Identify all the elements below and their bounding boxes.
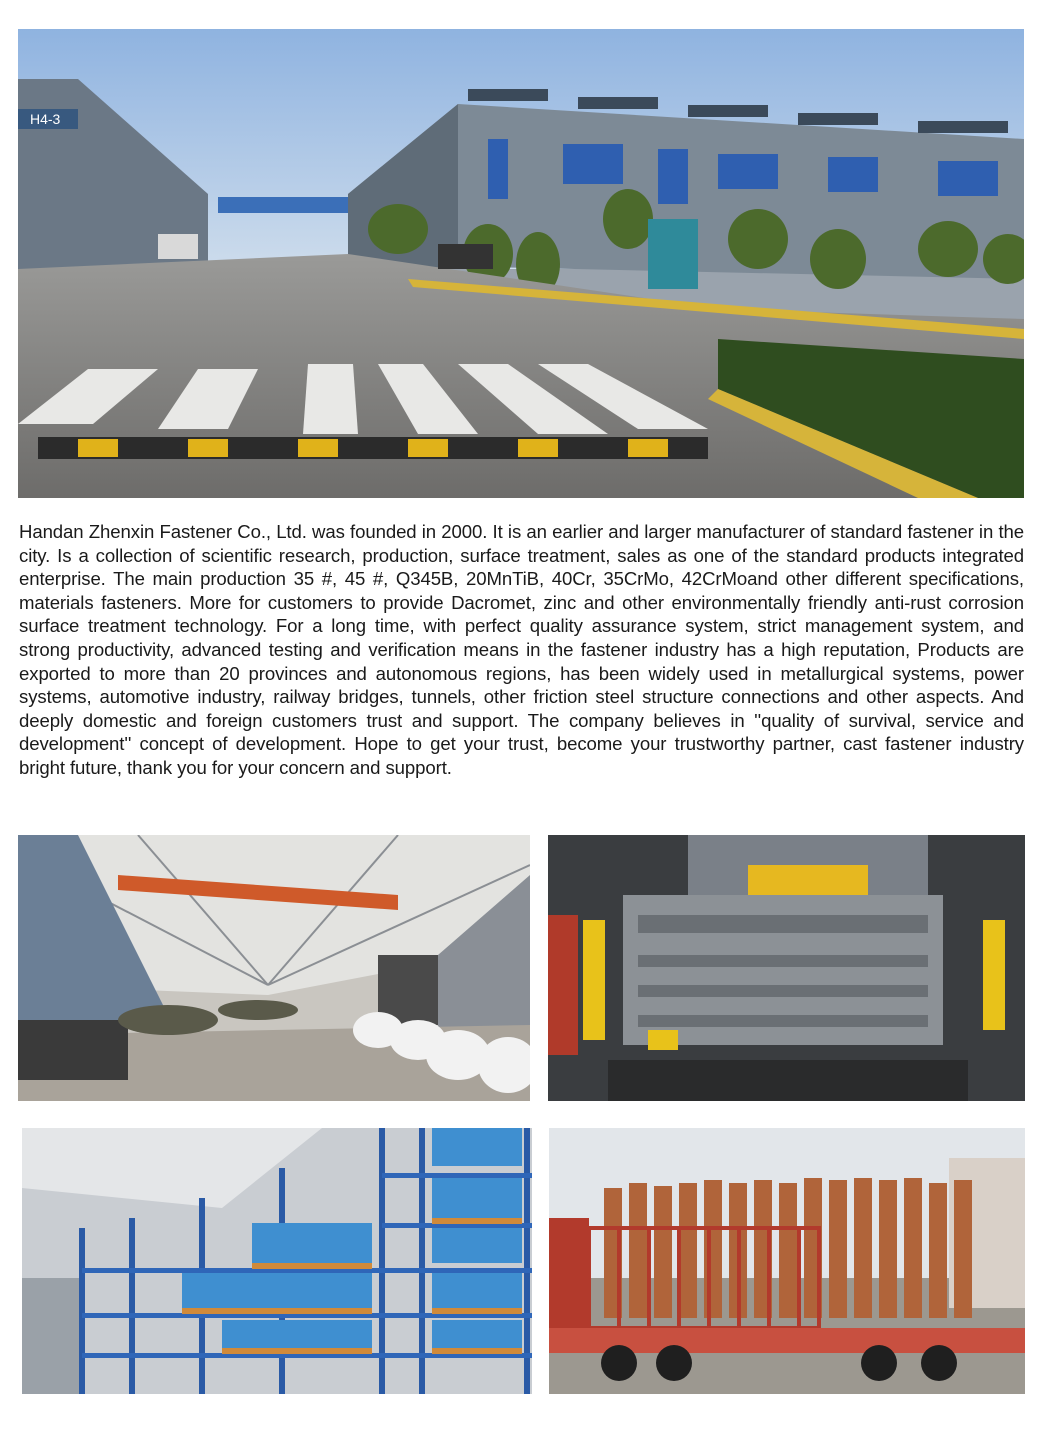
warehouse-photo [22,1128,532,1394]
truck-shipment-photo [549,1128,1025,1394]
company-introduction: Handan Zhenxin Fastener Co., Ltd. was founded in 2000. It is an earlier and larger manufacturer of standard fastener in the city. Is a collection of scientific research, production, surface treatment, sales as one of the standard products integrated enterprise. The main production 35 #, 45 #, Q345B, 20MnTiB, 40Cr, 35CrMo, 42CrMoand other different specifications, materials fasteners. More for customers to provide Dacromet, zinc and other environmentally friendly anti-rust corrosion surface treatment technology. For a long time, with perfect quality assurance system, strict management system, and strong productivity, advanced testing and verification means in the fastener industry has a high reputation, Products are exported to more than 20 provinces and autonomous regions, has been widely used in metallurgical systems, power systems, automotive industry, railway bridges, tunnels, other friction steel structure connections and other aspects. And deeply domestic and foreign customers trust and support. The company believes in ''quality of survival, service and development'' concept of development. Hope to get your trust, become your trustworthy partner, cast fastener industry bright future, thank you for your concern and support. [19,521,1024,778]
workshop-photo [18,835,530,1101]
building-sign: H4-3 [30,111,61,127]
press-machine-photo [548,835,1025,1101]
factory-street-photo [18,29,1024,498]
